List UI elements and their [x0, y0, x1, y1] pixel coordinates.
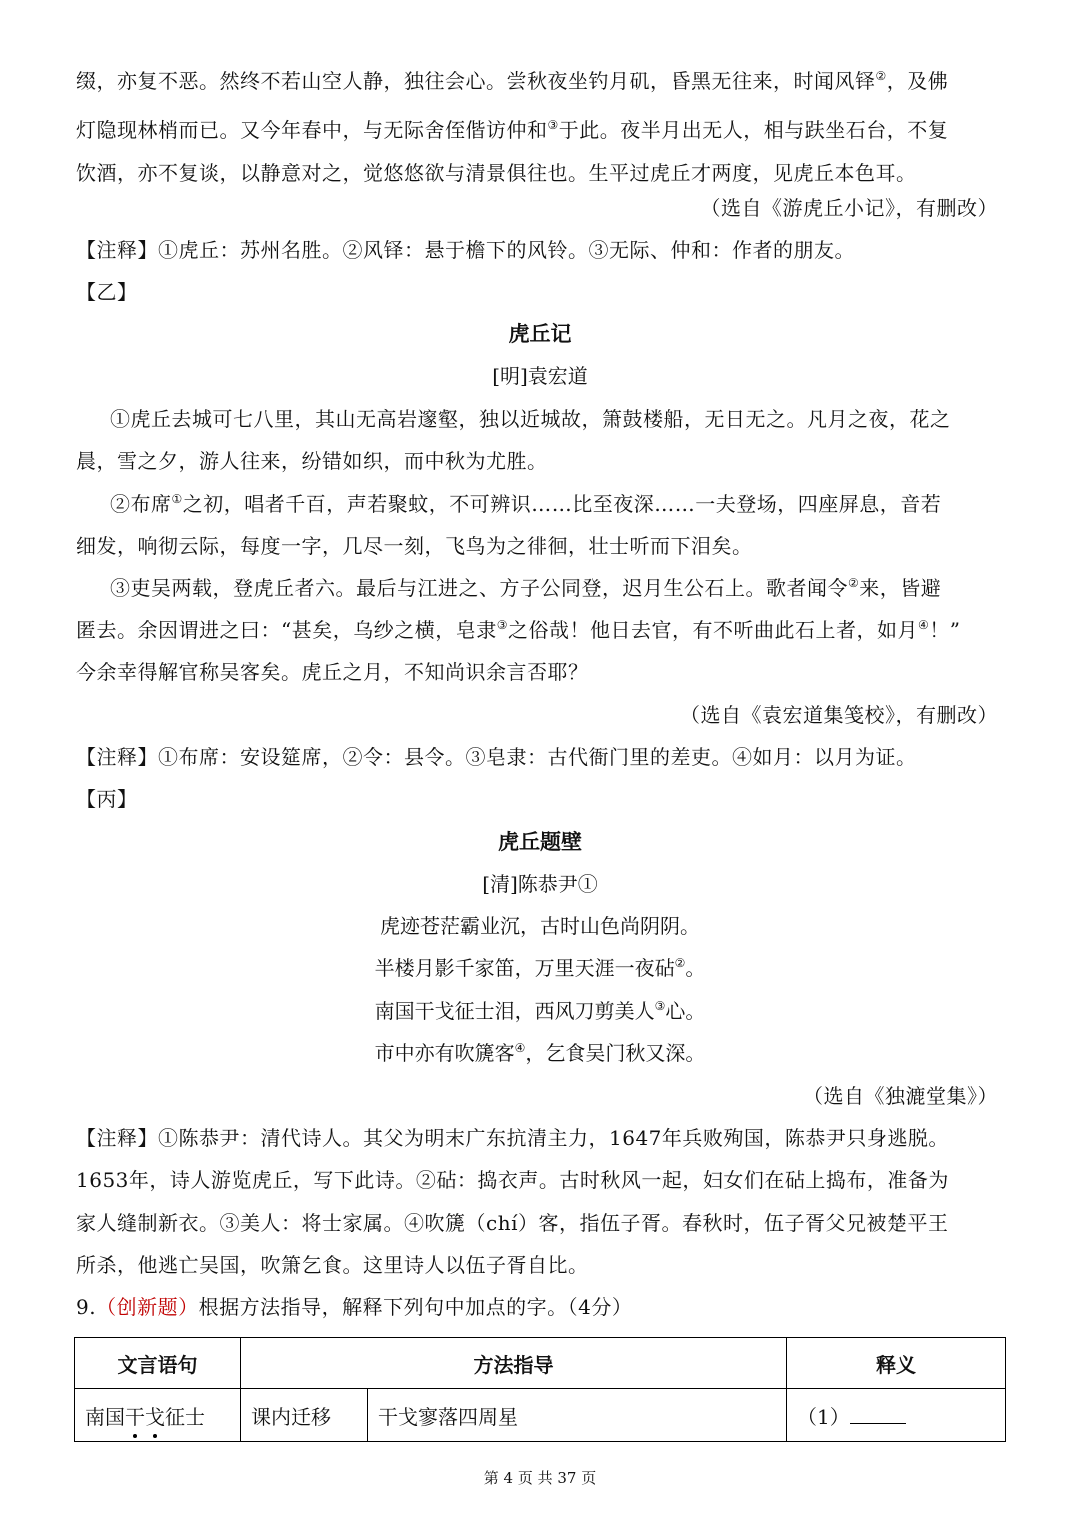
question-text: 根据方法指导，解释下列句中加点的字。（4分） — [198, 1295, 633, 1319]
yi-p3-2c: ！” — [929, 618, 961, 642]
footnote-marker: ④ — [918, 618, 930, 632]
jia-line-2-text: 灯隐现林梢而已。又今年春中，与无际舍侄偕访仲和 — [76, 118, 548, 142]
bing-author: [清]陈恭尹① — [482, 872, 598, 896]
jia-line-1 — [76, 66, 1006, 96]
dotted-char: 干 — [125, 1401, 145, 1430]
bing-notes-line-1: 【注释】①陈恭尹：清代诗人。其父为明末广东抗清主力，1647年兵败殉国，陈恭尹只身逃脱。 — [76, 1126, 949, 1150]
yi-p3-line2 — [76, 615, 1006, 645]
poem-line-2-text: 半楼月影千家笛，万里天涯一夜砧 — [374, 956, 675, 980]
yi-p2-line2: 细发，响彻云际，每度一字，几尽一刻，飞鸟为之徘徊，壮士听而下泪矣。 — [76, 534, 753, 558]
page-footer: 第 4 页 共 37 页 — [483, 1469, 597, 1487]
yi-p2-a: ②布席 — [110, 492, 172, 516]
header-sentence: 文言语句 — [75, 1338, 241, 1389]
footnote-marker: ③ — [547, 118, 559, 132]
bing-notes-line-3: 家人缝制新衣。③美人：将士家属。④吹篪（chí）客，指伍子胥。春秋时，伍子胥父兄被楚平王 — [76, 1211, 949, 1235]
jia-line-1-text: 缀，亦复不恶。然终不若山空人静，独往会心。尝秋夜坐钓月矶，昏黑无往来，时闻风铎 — [76, 69, 876, 93]
yi-p3-line1 — [110, 573, 1006, 603]
answer-label: （1） — [797, 1404, 850, 1429]
jia-notes: 【注释】①虎丘：苏州名胜。②风铎：悬于檐下的风铃。③无际、仲和：作者的朋友。 — [76, 238, 855, 262]
answer-blank[interactable] — [850, 1405, 906, 1424]
cell-answer[interactable] — [787, 1389, 1006, 1442]
bing-label: 【丙】 — [76, 787, 138, 811]
poem-line-3-tail: 心。 — [665, 999, 706, 1023]
yi-notes: 【注释】①布席：安设筵席，②令：县令。③皂隶：古代衙门里的差吏。④如月：以月为证。 — [76, 745, 917, 769]
yi-p1-line2: 晨，雪之夕，游人往来，纷错如织，而中秋为尤胜。 — [76, 449, 548, 473]
footnote-marker: ③ — [496, 618, 508, 632]
jia-line-1-tail: ，及佛 — [886, 69, 949, 93]
header-meaning: 释义 — [787, 1338, 1006, 1389]
yi-source: （选自《袁宏道集笺校》，有删改） — [680, 703, 998, 727]
yi-p3-b: 来，皆避 — [859, 576, 942, 600]
question-tag: （创新题） — [96, 1295, 199, 1319]
cell-method: 课内迁移 — [241, 1389, 368, 1442]
yi-p3-a: ③吏吴两载，登虎丘者六。最后与江进之、方子公同登，迟月生公石上。歌者闻令 — [110, 576, 848, 600]
poem-line-4-text: 市中亦有吹篪客 — [374, 1041, 515, 1065]
question-9 — [76, 1292, 1006, 1322]
footnote-marker: ④ — [514, 1041, 526, 1055]
bing-source: （选自《独漉堂集》） — [803, 1084, 998, 1108]
yi-p3-line3: 今余幸得解官称吴客矣。虎丘之月，不知尚识余言否耶？ — [76, 660, 589, 684]
yi-p3-2b: 之俗哉！他日去官，有不听曲此石上者，如月 — [508, 618, 918, 642]
poem-line-4 — [0, 1038, 1080, 1068]
yi-p3-2a: 匿去。余因谓进之曰：“甚矣，乌纱之横，皂隶 — [76, 618, 497, 642]
yi-label: 【乙】 — [76, 280, 138, 304]
jia-line-3: 饮酒，亦不复谈，以静意对之，觉悠悠欲与清景俱往也。生平过虎丘才两度，见虎丘本色耳。 — [76, 161, 917, 185]
table-row — [75, 1389, 1006, 1442]
sentence-part: 征士 — [165, 1404, 205, 1429]
sentence-part: 南国 — [85, 1404, 125, 1429]
jia-line-2-tail: 于此。夜半月出无人，相与趺坐石台，不复 — [558, 118, 949, 142]
poem-line-2-tail: 。 — [685, 956, 706, 980]
dotted-char: 戈 — [145, 1401, 165, 1430]
yi-title: 虎丘记 — [508, 322, 572, 346]
cell-example: 干戈寥落四周星 — [368, 1389, 787, 1442]
poem-line-1 — [0, 911, 1080, 941]
poem-line-3 — [0, 996, 1080, 1026]
table-header-row — [75, 1338, 1006, 1389]
yi-p2-b: 之初，唱者千百，声若聚蚊，不可辨识……比至夜深……一夫登场，四座屏息，音若 — [182, 492, 942, 516]
yi-author: [明]袁宏道 — [492, 364, 588, 388]
poem-line-2 — [0, 953, 1080, 983]
bing-notes-line-4: 所杀，他逃亡吴国，吹箫乞食。这里诗人以伍子胥自比。 — [76, 1253, 589, 1277]
footnote-marker: ② — [875, 69, 887, 83]
answer-table — [74, 1337, 1006, 1442]
jia-line-2 — [76, 115, 1006, 145]
header-method: 方法指导 — [241, 1338, 787, 1389]
footnote-marker: ② — [674, 956, 686, 970]
footnote-marker: ② — [848, 576, 860, 590]
question-number: 9. — [76, 1295, 97, 1319]
poem-line-1-text: 虎迹苍茫霸业沉，古时山色尚阴阴。 — [380, 914, 700, 938]
yi-p2-line1 — [110, 489, 1006, 519]
footnote-marker: ① — [171, 492, 183, 506]
cell-sentence — [75, 1389, 241, 1442]
bing-notes-line-2: 1653年，诗人游览虎丘，写下此诗。②砧：捣衣声。古时秋风一起，妇女们在砧上捣布，准备为 — [76, 1168, 949, 1192]
poem-line-3-text: 南国干戈征士泪，西风刀剪美人 — [374, 999, 655, 1023]
yi-p1-line1: ①虎丘去城可七八里，其山无高岩邃壑，独以近城故，箫鼓楼船，无日无之。凡月之夜，花之 — [110, 407, 951, 431]
bing-title: 虎丘题壁 — [498, 830, 582, 854]
jia-source: （选自《游虎丘小记》，有删改） — [700, 196, 998, 220]
poem-line-4-tail: ，乞食吴门秋又深。 — [525, 1041, 706, 1065]
footnote-marker: ③ — [654, 999, 666, 1013]
